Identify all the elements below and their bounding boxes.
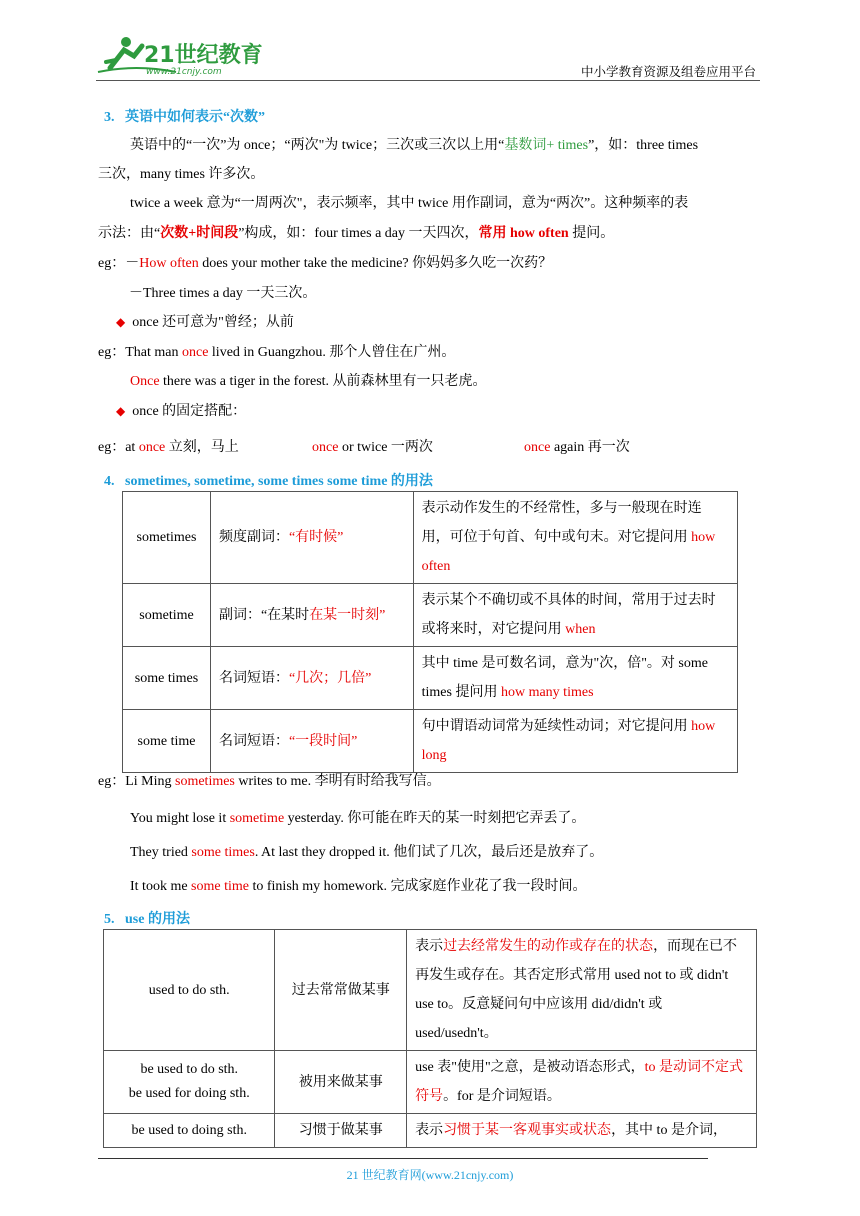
text: 表示 <box>415 1123 444 1138</box>
s3-example-3c <box>524 436 630 456</box>
s3-paragraph-2-cont <box>98 222 614 242</box>
highlight: 常用 how often <box>478 226 569 241</box>
table-row <box>104 930 757 1051</box>
s3-example-2 <box>98 341 455 361</box>
s3-example-2b <box>130 370 487 390</box>
term-cell: used to do sth. <box>104 930 275 1051</box>
desc-cell <box>413 492 737 584</box>
highlight: 习惯于某一客观事实或状态 <box>443 1123 612 1138</box>
text: ，其中 to 是介词， <box>611 1123 727 1138</box>
text: 名词短语： <box>218 670 289 686</box>
text: to finish my homework. 完成家庭作业花了我一段时间。 <box>248 879 587 894</box>
use-table <box>103 929 757 1148</box>
text: They tried <box>130 845 192 860</box>
logo-text: 21世纪教育 <box>144 43 263 68</box>
s3-paragraph-1 <box>130 134 698 154</box>
s3-example-3a <box>98 436 239 456</box>
highlight: Once <box>130 374 160 389</box>
highlight: once <box>138 440 166 455</box>
highlight: once <box>181 345 209 360</box>
s4-example-2 <box>130 807 585 827</box>
text: again 再一次 <box>550 440 630 455</box>
highlight: how many times <box>500 685 594 700</box>
pos-cell <box>210 647 413 710</box>
s3-example-1 <box>98 252 552 272</box>
text: once 还可意为"曾经；从前 <box>132 315 294 330</box>
text: once 的固定搭配： <box>132 404 247 419</box>
highlight: how often <box>421 530 716 574</box>
table-row <box>123 710 738 773</box>
section-3-title: 3. 英语中如何表示“次数” <box>104 110 265 125</box>
s4-example-4 <box>130 875 587 895</box>
table-row <box>123 584 738 647</box>
highlight: sometime <box>229 811 285 826</box>
highlight: when <box>565 622 596 637</box>
text: ，而现在已不再发生或存在。其否定形式常用 used not to 或 didn't use to。反意疑问句中应该用 did/didn't 或 used/usedn't。 <box>415 939 738 1041</box>
highlight: 次数+时间段 <box>160 226 239 241</box>
term-cell: sometime <box>123 584 211 647</box>
term-cell: some time <box>123 710 211 773</box>
highlight: 基数词+ times <box>504 138 589 153</box>
table-row <box>104 1051 757 1114</box>
text: yesterday. 你可能在昨天的某一时刻把它弄丢了。 <box>284 811 586 826</box>
term-cell: be used to doing sth. <box>104 1114 275 1148</box>
table-row <box>123 492 738 584</box>
term-cell <box>104 1051 275 1114</box>
text: writes to me. 李明有时给我写信。 <box>234 774 441 789</box>
term-cell: sometimes <box>123 492 211 584</box>
desc-cell <box>407 930 757 1051</box>
desc-cell <box>407 1051 757 1114</box>
text: lived in Guangzhou. 那个人曾住在广州。 <box>208 345 456 360</box>
logo-url: www.21cnjy.com <box>146 67 222 77</box>
text: ”，如：three times <box>588 138 699 153</box>
text: 立刻，马上 <box>165 440 239 455</box>
highlight: once <box>524 440 551 455</box>
text: 名词短语： <box>218 733 289 749</box>
highlight: sometimes <box>175 774 235 789</box>
text: 其中 time 是可数名词，意为"次，倍"。对 some times 提问用 <box>421 656 708 700</box>
footer-divider <box>98 1158 708 1159</box>
text: does your mother take the medicine? 你妈妈多久吃一次药？ <box>198 256 553 271</box>
text: You might lose it <box>130 811 230 826</box>
text: be used to do sth. <box>140 1062 239 1077</box>
meaning-cell: 习惯于做某事 <box>275 1114 407 1148</box>
text: eg：That man <box>98 345 182 360</box>
highlight: 动词不定式符号 <box>415 1060 744 1104</box>
highlight: once <box>312 440 339 455</box>
highlight: some time <box>191 879 249 894</box>
header-divider <box>96 80 760 81</box>
highlight: some times <box>191 845 255 860</box>
s3-bullet-1 <box>116 311 294 331</box>
text: 表示动作发生的不经常性，多与一般现在时连用，可位于句首、句中或句末。对它提问用 <box>421 501 702 545</box>
s3-paragraph-1-cont: 三次，many times 许多次。 <box>98 167 265 182</box>
text: be used for doing sth. <box>128 1086 250 1101</box>
meaning-cell: 过去常常做某事 <box>275 930 407 1051</box>
highlight: 过去经常发生的动作或存在的状态 <box>443 939 654 954</box>
text: 副词：“在某时 <box>218 607 310 623</box>
text: It took me <box>130 879 192 894</box>
text: 句中谓语动词常为延续性动词；对它提问用 <box>421 719 692 734</box>
meaning-cell: 被用来做某事 <box>275 1051 407 1114</box>
highlight: How often <box>139 256 199 271</box>
text: . At last they dropped it. 他们试了几次，最后还是放弃了。 <box>254 845 604 860</box>
highlight: how long <box>421 719 716 763</box>
table-row <box>123 647 738 710</box>
diamond-bullet-icon: ◆ <box>116 315 126 329</box>
desc-cell <box>413 710 737 773</box>
s3-example-1-reply: －Three times a day 一天三次。 <box>129 286 317 301</box>
text: eg：at <box>98 440 139 455</box>
text: there was a tiger in the forest. 从前森林里有一只老虎。 <box>159 374 487 389</box>
diamond-bullet-icon: ◆ <box>116 404 126 418</box>
text: 表示某个不确切或不具体的时间，常用于过去时或将来时，对它提问用 <box>421 593 716 637</box>
text: 提问。 <box>568 226 615 241</box>
text: eg：－ <box>98 256 140 271</box>
text: 。for 是介词短语。 <box>443 1089 561 1104</box>
pos-cell <box>210 492 413 584</box>
platform-name: 中小学教育资源及组卷应用平台 <box>580 65 756 79</box>
highlight: to 是 <box>644 1060 674 1075</box>
desc-cell <box>413 647 737 710</box>
pos-cell <box>210 584 413 647</box>
text: 示法：由“ <box>98 226 161 241</box>
term-cell: some times <box>123 647 211 710</box>
text: use 表"使用"之意，是被动语态形式， <box>415 1060 645 1075</box>
text: or twice 一两次 <box>338 440 433 455</box>
section-5-title: 5. use 的用法 <box>104 912 190 927</box>
s4-example-1 <box>98 770 441 790</box>
text: eg：Li Ming <box>98 774 175 789</box>
desc-cell <box>413 584 737 647</box>
highlight: 在某一时刻” <box>309 607 386 623</box>
pos-cell <box>210 710 413 773</box>
footer-text: 21 世纪教育网(www.21cnjy.com) <box>346 1168 514 1182</box>
table-row <box>104 1114 757 1148</box>
text: 英语中的“一次”为 once；“两次"为 twice；三次或三次以上用“ <box>130 138 505 153</box>
text: 表示 <box>415 939 444 954</box>
s3-bullet-2 <box>116 400 246 420</box>
site-logo <box>96 34 266 78</box>
s3-example-3b <box>312 436 433 456</box>
s3-paragraph-2: twice a week 意为“一周两次"，表示频率，其中 twice 用作副词，意为“两次”。这种频率的表 <box>130 196 689 211</box>
highlight: “有时候” <box>288 530 344 545</box>
highlight: “一段时间” <box>288 733 358 749</box>
s4-example-3 <box>130 841 603 861</box>
text: 频度副词： <box>218 530 289 545</box>
section-4-title: 4. sometimes, sometime, some times some time 的用法 <box>104 474 433 489</box>
sometimes-table <box>122 491 738 773</box>
desc-cell <box>407 1114 757 1148</box>
text: ”构成，如：four times a day 一天四次， <box>238 226 479 241</box>
highlight: “几次；几倍” <box>288 670 372 686</box>
